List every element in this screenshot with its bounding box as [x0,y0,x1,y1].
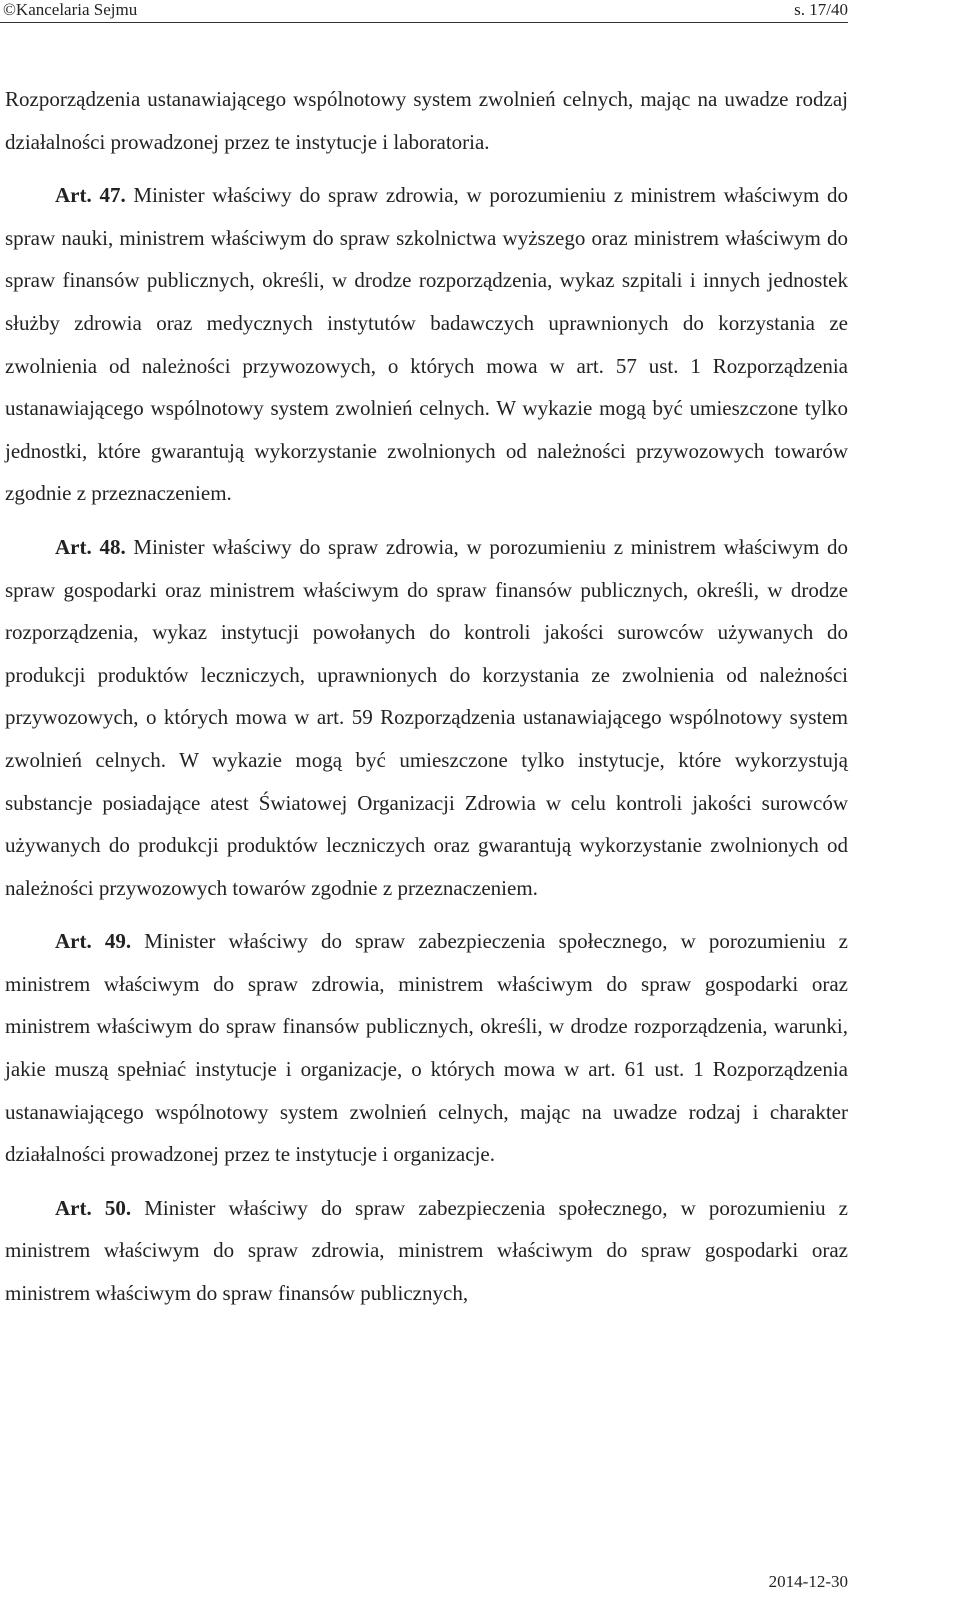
article-50 [5,1187,848,1315]
article-label: Art. 49. [55,929,132,954]
article-label: Art. 47. [55,183,126,208]
article-text: Minister właściwy do spraw zdrowia, w porozumieniu z ministrem właściwym do spraw gospodarki oraz ministrem właściwym do spraw finansów publicznych, określi, w drodze rozporządzenia, wykaz instytucji powołanych do kontroli jakości surowców używanych do produkcji produktów leczniczych, uprawnionych do korzystania ze zwolnienia od należności przywozowych, o których mowa w art. 59 Rozporządzenia ustanawiającego wspólnotowy system zwolnień celnych. W wykazie mogą być umieszczone tylko instytucje, które wykorzystują substancje posiadające atest Światowej Organizacji Zdrowia w celu kontroli jakości surowców używanych do produkcji produktów leczniczych oraz gwarantują wykorzystanie zwolnionych od należności przywozowych towarów zgodnie z przeznaczeniem. [5,534,849,900]
article-label: Art. 48. [55,534,126,559]
intro-paragraph: Rozporządzenia ustanawiającego wspólnotowy system zwolnień celnych, mając na uwadze rodzaj działalności prowadzonej przez te instytucje i laboratoria. [5,87,848,154]
article-48 [5,526,848,909]
article-text: Minister właściwy do spraw zabezpieczenia społecznego, w porozumieniu z ministrem właściwym do spraw zdrowia, ministrem właściwym do spraw gospodarki oraz ministrem właściwym do spraw finansów publicznych, określi, w drodze rozporządzenia, warunki, jakie muszą spełniać instytucje i organizacje, o których mowa w art. 61 ust. 1 Rozporządzenia ustanawiającego wspólnotowy system zwolnień celnych, mając na uwadze rodzaj i charakter działalności prowadzonej przez te instytucje i organizacje. [5,929,849,1167]
article-label: Art. 50. [55,1195,132,1220]
article-text: Minister właściwy do spraw zdrowia, w porozumieniu z ministrem właściwym do spraw nauki, ministrem właściwym do spraw szkolnictwa wyższego oraz ministrem właściwym do spraw finansów publicznych, określi, w drodze rozporządzenia, wykaz szpitali i innych jednostek służby zdrowia oraz medycznych instytutów badawczych uprawnionych do korzystania ze zwolnienia od należności przywozowych, o których mowa w art. 57 ust. 1 Rozporządzenia ustanawiającego wspólnotowy system zwolnień celnych. W wykazie mogą być umieszczone tylko jednostki, które gwarantują wykorzystanie zwolnionych od należności przywozowych towarów zgodnie z przeznaczeniem. [5,183,849,506]
footer-date: 2014-12-30 [768,1572,848,1591]
page-header [0,0,848,23]
page-number: s. 17/40 [794,0,848,19]
article-text: Minister właściwy do spraw zabezpieczenia społecznego, w porozumieniu z ministrem właściwym do spraw zdrowia, ministrem właściwym do spraw gospodarki oraz ministrem właściwym do spraw finansów publicznych, [5,1195,849,1306]
document-body [5,78,848,1315]
article-47 [5,174,848,515]
copyright-notice: ©Kancelaria Sejmu [3,0,138,19]
article-49 [5,920,848,1176]
